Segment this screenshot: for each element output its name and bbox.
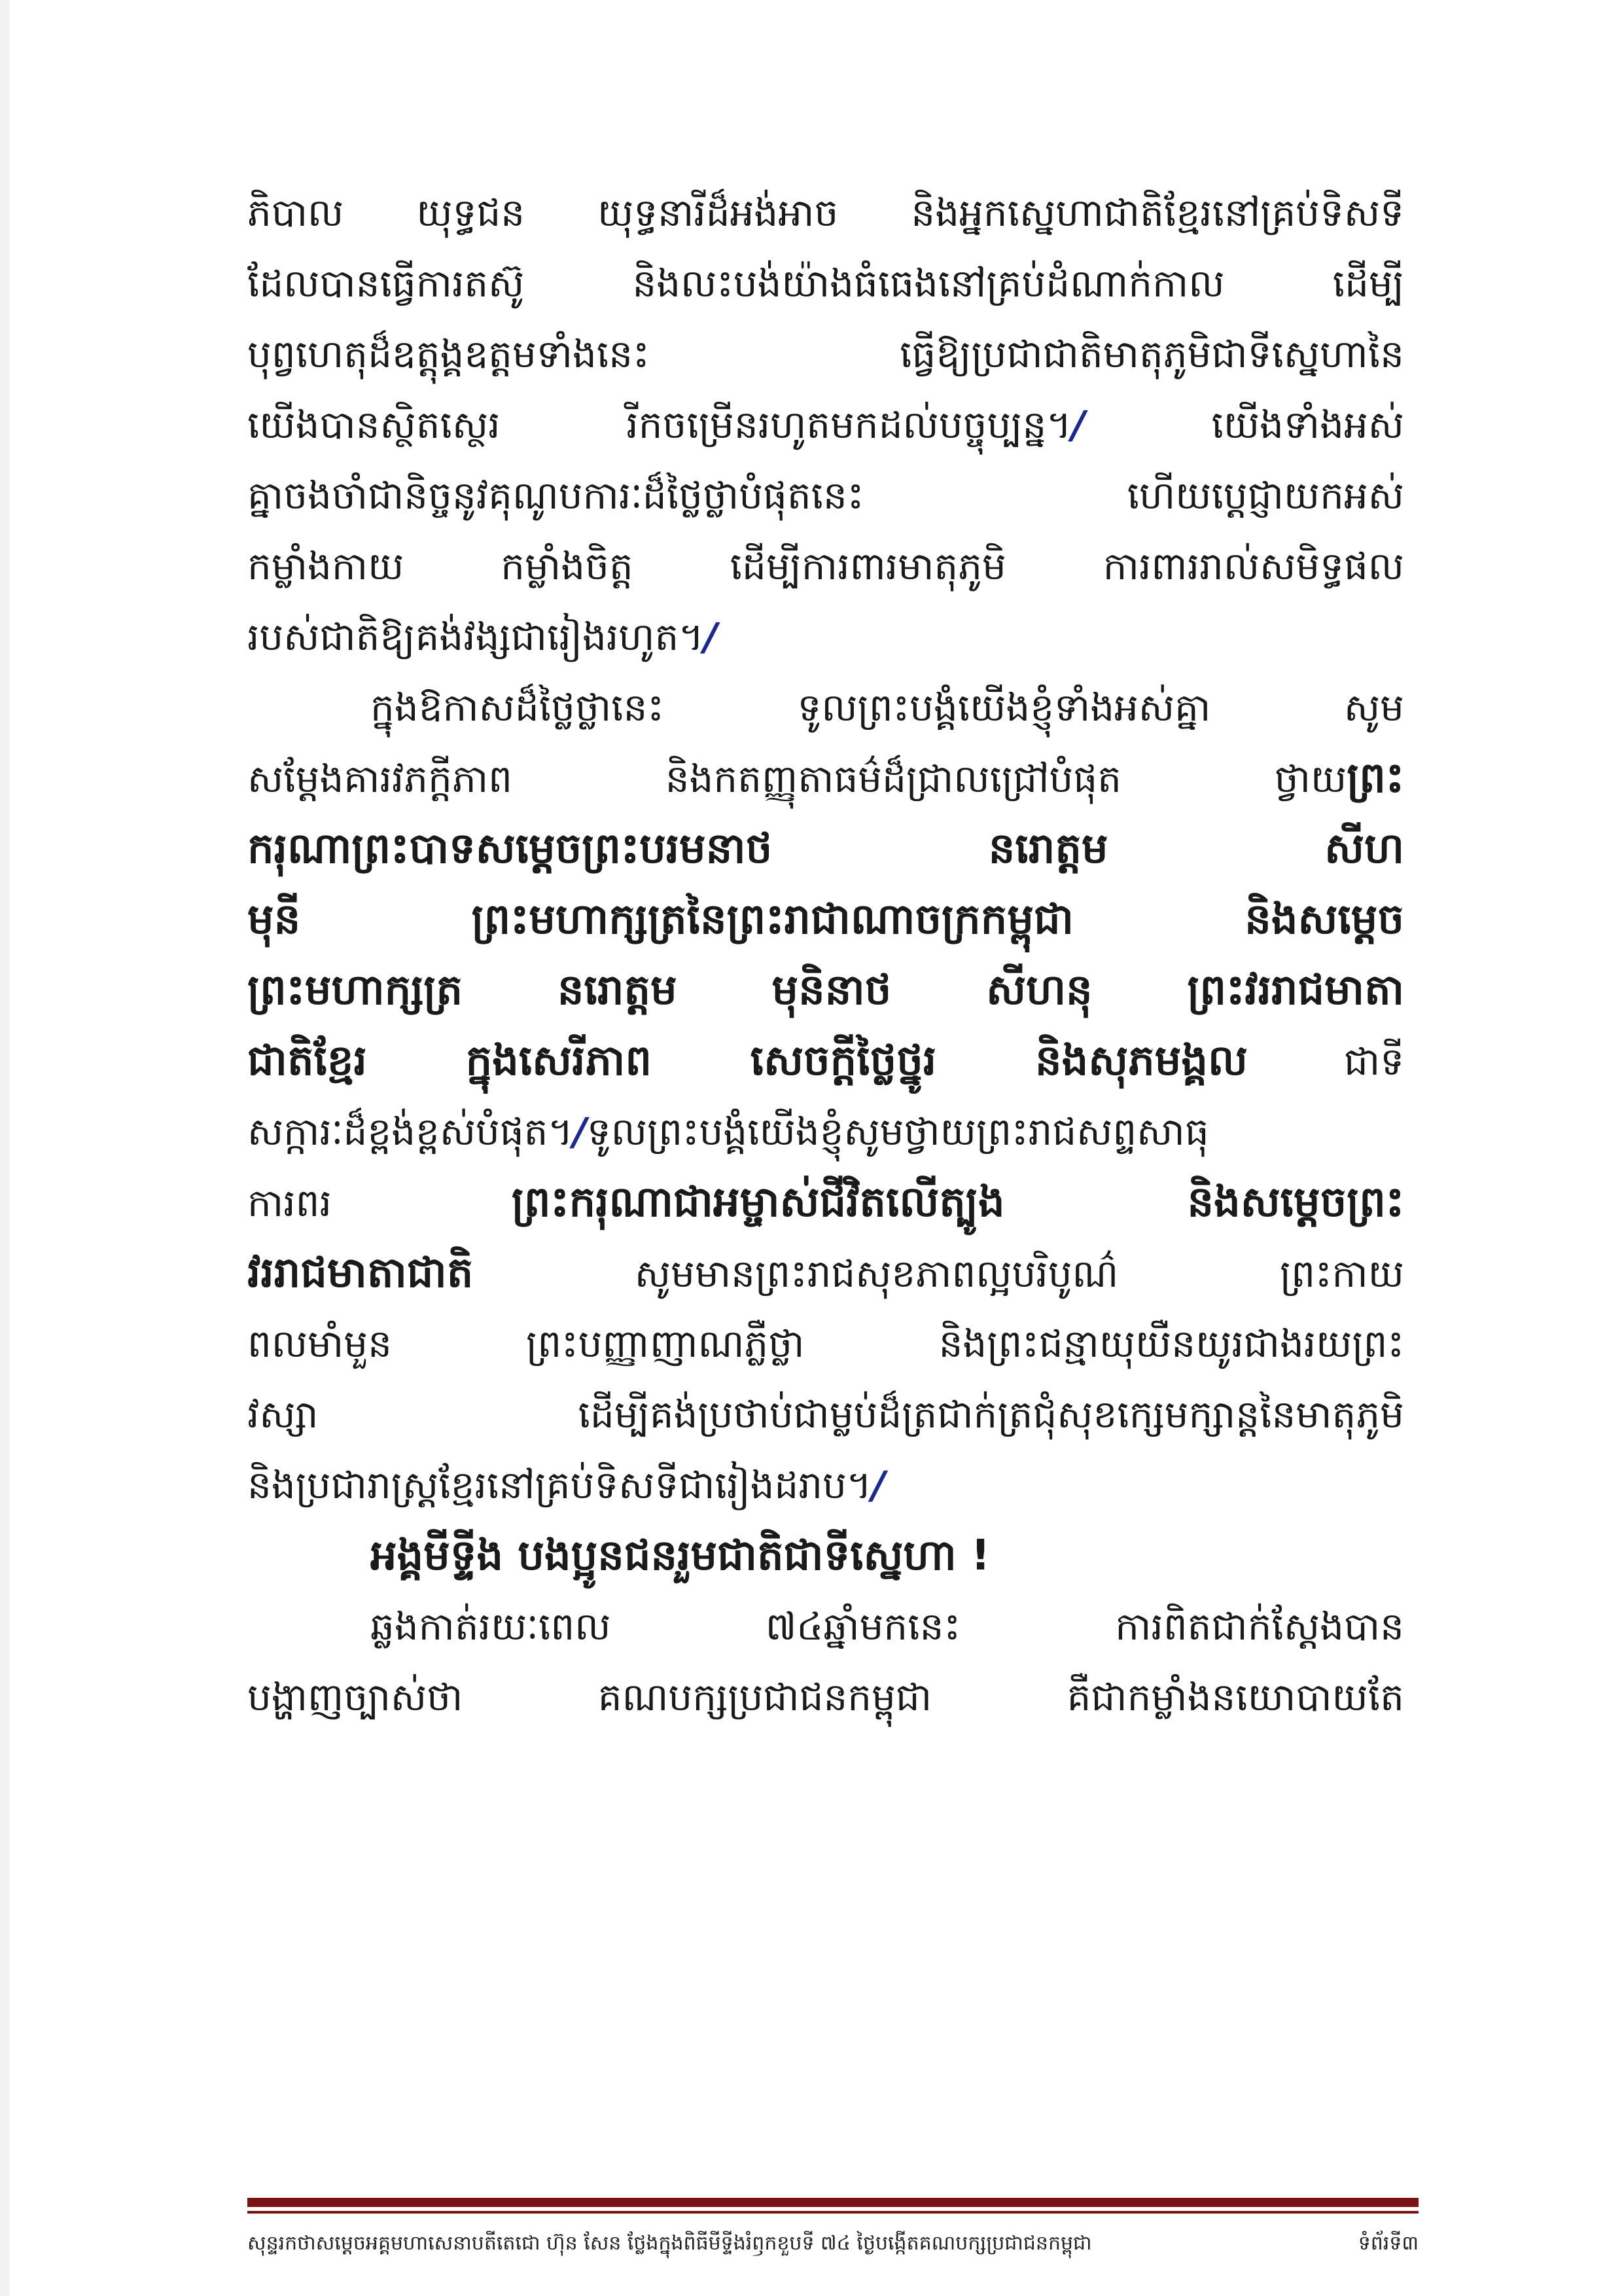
text-run: បុព្វហេតុដ៏ឧត្តុង្គឧត្តមទាំងនេះ ធ្វើឱ្យប្រជាជាតិមាតុភូមិជាទីស្នេហានៃ <box>247 332 1404 376</box>
text-line <box>247 601 1404 673</box>
text-run: និងប្រជារាស្ត្រខ្មែរនៅគ្រប់ទិសទីជារៀងដរាប។ <box>247 1463 872 1507</box>
text-line <box>247 954 1404 1026</box>
text-run: វស្សា ដើម្បីគង់ប្រថាប់ជាម្លប់ដ៏ត្រជាក់ត្រជុំសុខក្សេមក្សាន្តនៃមាតុភូមិ <box>247 1392 1404 1437</box>
text-run: ពលមាំមួន ព្រះបញ្ញាញាណភ្លឺថ្លា និងព្រះជន្មាយុយឺនយូរជាងរយព្រះ <box>247 1321 1404 1366</box>
text-run: កម្លាំងកាយ កម្លាំងចិត្ត ដើម្បីការពារមាតុភូមិ ការពាររាល់សមិទ្ធផល <box>247 544 1404 588</box>
footer-rule-thin <box>247 2211 1419 2214</box>
text-run: របស់ជាតិឱ្យគង់វង្សជារៀងរហូត។ <box>247 615 704 659</box>
text-run: បង្ហាញច្បាស់ថា គណបក្សប្រជាជនកម្ពុជា គឺជាកម្លាំងនយោបាយតែ <box>247 1675 1404 1719</box>
text-line <box>247 530 1404 602</box>
text-line <box>370 1590 1404 1662</box>
bold-text: ព្រះមហាក្សត្រ នរោត្តម មុនិនាថ សីហនុ ព្រះវររាជមាតា <box>247 966 1404 1014</box>
text-run: ភិបាល យុទ្ធជន យុទ្ធនារីដ៏អង់អាច និងអ្នកស្នេហាជាតិខ្មែរនៅគ្រប់ទិសទី <box>247 190 1404 235</box>
text-line <box>247 1025 1404 1097</box>
text-run: ការពរ <box>247 1181 512 1225</box>
text-run: សម្ដែងគារវភក្ដីភាព និងកតញ្ញុតាធម៌ដ៏ជ្រាលជ្រៅបំផុត ថ្វាយ <box>247 757 1347 801</box>
text-run: ក្នុងឱកាសដ៏ថ្លៃថ្លានេះ ទូលព្រះបង្គំយើងខ្ញុំទាំងអស់គ្នា សូម <box>370 685 1404 730</box>
bold-text: មុនី ព្រះមហាក្សត្រនៃព្រះរាជាណាចក្រកម្ពុជា និងសម្ដេច <box>247 895 1404 944</box>
scan-edge <box>0 0 9 2296</box>
pen-check-mark: / <box>872 1463 886 1507</box>
footer-title: សុន្ទរកថាសម្ដេចអគ្គមហាសេនាបតីតេជោ ហ៊ុន សែន ថ្លែងក្នុងពិធីមីទ្ទីងរំឭកខួបទី ៧៤ ថ្ងៃបង្កើតគណបក្សប្រជាជនកម្ពុជា <box>247 2232 1092 2255</box>
text-line <box>247 742 1404 814</box>
text-line <box>247 884 1404 956</box>
page-footer <box>247 2224 1419 2263</box>
pen-check-mark: / <box>703 615 718 659</box>
text-run: ទូលព្រះបង្គំយើងខ្ញុំសូមថ្វាយព្រះរាជសព្ទសាធុ <box>586 1109 1209 1154</box>
text-line <box>247 389 1404 461</box>
text-line <box>247 1237 1404 1309</box>
bold-text: ករុណាព្រះបាទសម្ដេចព្រះបរមនាថ នរោត្តម សីហ <box>247 825 1404 873</box>
bold-text: វររាជមាតាជាតិ <box>247 1249 474 1297</box>
bold-text: ជាតិខ្មែរ ក្នុងសេរីភាព សេចក្ដីថ្លៃថ្នូរ និងសុភមង្គល <box>247 1037 1248 1085</box>
pen-check-mark: / <box>1071 403 1086 447</box>
text-line <box>247 1378 1404 1450</box>
text-run: សូមមានព្រះរាជសុខភាពល្អបរិបូណ៌ ព្រះកាយ <box>473 1251 1404 1296</box>
text-run: ឆ្លងកាត់រយៈពេល ៧៤ឆ្នាំមកនេះ ការពិតជាក់ស្ដែងបាន <box>370 1604 1404 1649</box>
text-line <box>247 813 1404 885</box>
text-run: ជាទី <box>1248 1039 1404 1084</box>
text-run: យើងបានស្ថិតស្ថេរ រីកចម្រើនរហូតមកដល់បច្ចុប្បន្ន។ <box>247 403 1072 447</box>
text-run: ដែលបានធ្វើការតស៊ូ និងលះបង់យ៉ាងធំធេងនៅគ្រប់ដំណាក់កាល ដើម្បី <box>247 261 1404 306</box>
text-line <box>247 177 1404 249</box>
text-line <box>247 1096 1404 1168</box>
page-number: ទំព័រទី៣ <box>1358 2232 1419 2255</box>
bold-text: ព្រះករុណាជាអម្ចាស់ជីវិតលើត្បូង និងសម្ដេចព្រះ <box>511 1178 1404 1227</box>
text-line <box>247 318 1404 390</box>
text-line <box>247 459 1404 531</box>
text-line <box>247 247 1404 319</box>
text-run: គ្នាចងចាំជានិច្ចនូវគុណូបការៈដ៏ថ្លៃថ្លាបំផុតនេះ ហើយប្ដេជ្ញាយកអស់ <box>247 473 1404 518</box>
text-line <box>247 1449 1404 1521</box>
pen-check-mark: / <box>573 1109 587 1154</box>
text-line <box>247 1308 1404 1380</box>
bold-text: ព្រះ <box>1347 754 1404 802</box>
text-line <box>247 1661 1404 1733</box>
text-line <box>247 1166 1404 1238</box>
text-run: យើងទាំងអស់ <box>1085 403 1404 447</box>
text-run: សក្ការៈដ៏ខ្ពង់ខ្ពស់បំផុត។ <box>247 1109 573 1154</box>
text-line <box>370 672 1404 744</box>
bold-text: អង្គមីទ្ទីង បងប្អូនជនរួមជាតិជាទីស្នេហា ! <box>370 1532 991 1580</box>
footer-rule <box>247 2198 1419 2207</box>
text-line <box>370 1520 1404 1592</box>
